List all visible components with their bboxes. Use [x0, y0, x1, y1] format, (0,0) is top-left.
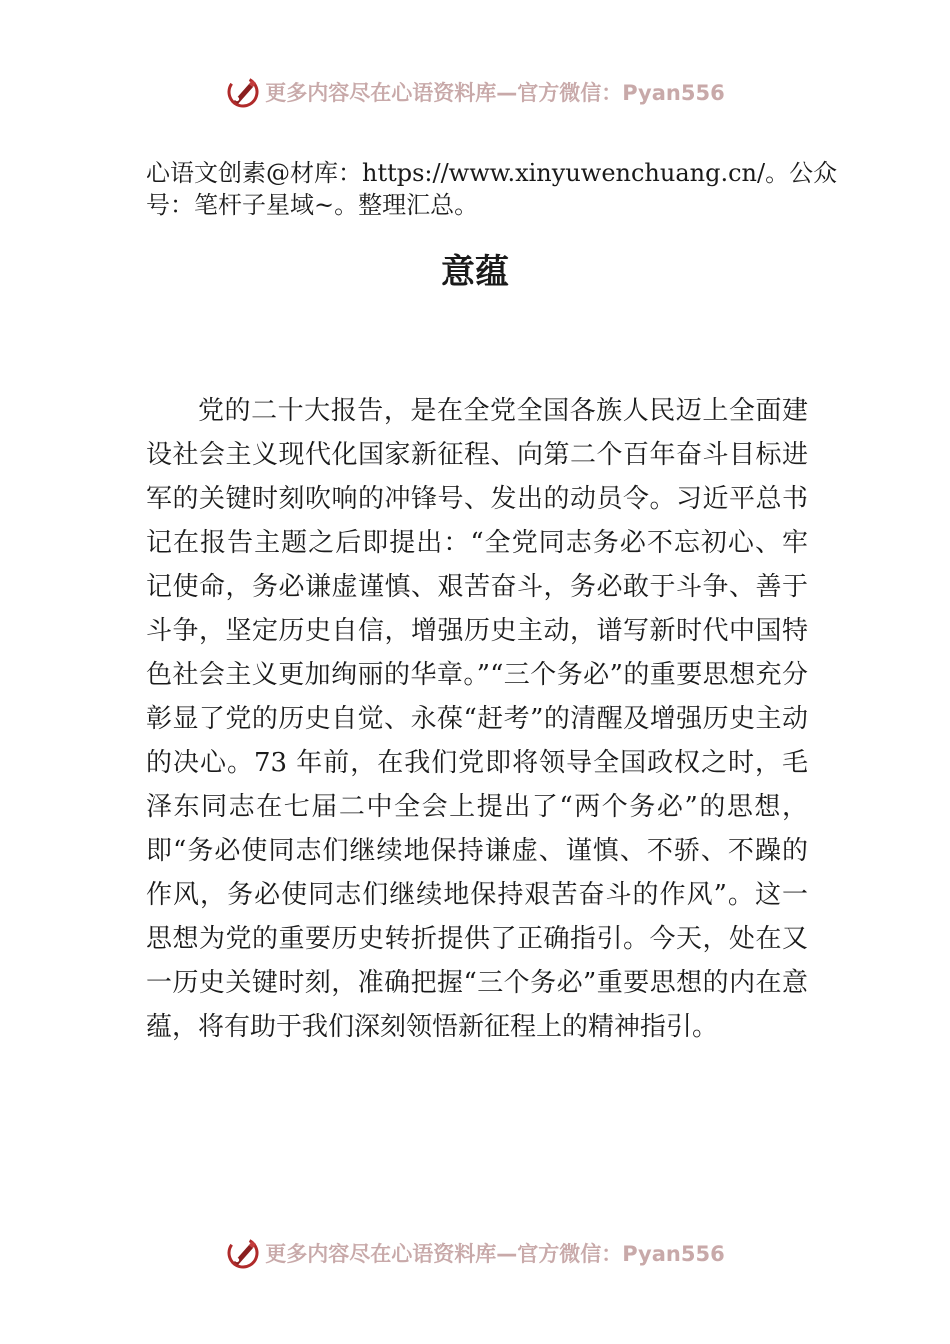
- pen-seal-logo-icon: [225, 1235, 261, 1271]
- intro-source-line: 心语文创素@材库：https://www.xinyuwenchuang.cn/。公众号：笔杆子星域~。整理汇总。: [146, 159, 838, 219]
- body-paragraph: 党的二十大报告，是在全党全国各族人民迈上全面建设社会主义现代化国家新征程、向第二个百年奋斗目标进军的关键时刻吹响的冲锋号、发出的动员令。习近平总书记在报告主题之后即提出：“全党同志务必不忘初心、牢记使命，务必谦虚谨慎、艰苦奋斗，务必敢于斗争、善于斗争，坚定历史自信，增强历史主动，谱写新时代中国特色社会主义更加绚丽的华章。”“三个务必”的重要思想充分彰显了党的历史自觉、永葆“赶考”的清醒及增强历史主动的决心。73 年前，在我们党即将领导全国政权之时，毛泽东同志在七届二中全会上提出了“两个务必”的思想，即“务必使同志们继续地保持谦虚、谨慎、不骄、不躁的作风，务必使同志们继续地保持艰苦奋斗的作风”。这一思想为党的重要历史转折提供了正确指引。今天，处在又一历史关键时刻，准确把握“三个务必”重要思想的内在意蕴，将有助于我们深刻领悟新征程上的精神指引。: [146, 396, 808, 1042]
- pen-seal-logo-icon: [225, 74, 261, 110]
- page-title: 意蕴: [441, 252, 509, 292]
- footer-banner-text: 更多内容尽在心语资料库—官方微信：Pyan556: [265, 1242, 725, 1266]
- footer-banner: [0, 1231, 950, 1275]
- header-banner: [0, 70, 950, 114]
- header-banner-text: 更多内容尽在心语资料库—官方微信：Pyan556: [265, 81, 725, 105]
